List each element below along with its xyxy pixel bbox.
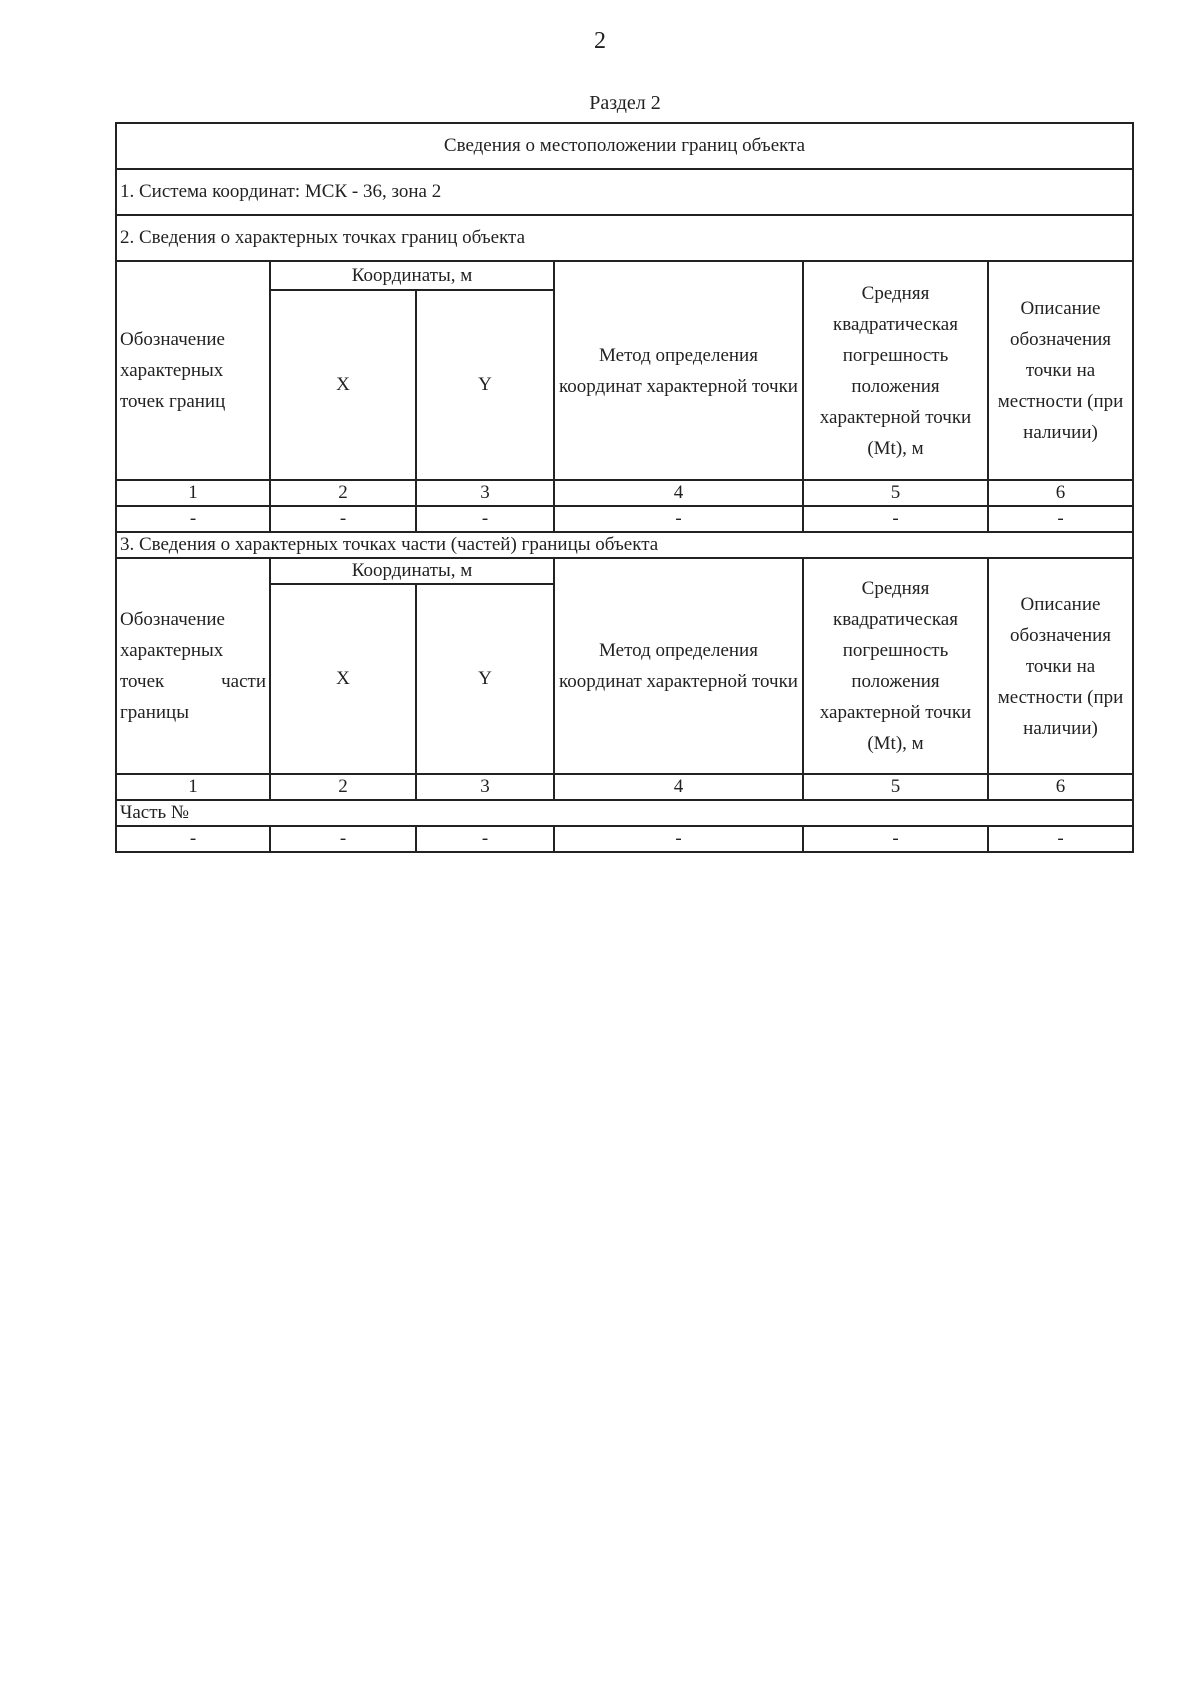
table-cell: - — [116, 506, 270, 532]
table-row — [116, 506, 1133, 532]
header-error: Средняя квадратическая погрешность положения характерной точки (Mt), м — [803, 261, 988, 480]
col-num: 6 — [988, 774, 1133, 800]
col-num: 3 — [416, 774, 554, 800]
header-designation-part-line2: характерных — [120, 640, 224, 661]
header-designation-part-line4: границы — [120, 702, 189, 723]
header-method: Метод определения координат характерной точки — [554, 261, 803, 480]
header-error: Средняя квадратическая погрешность положения характерной точки (Mt), м — [803, 558, 988, 774]
column-numbers-row — [116, 774, 1133, 800]
table-cell: - — [416, 826, 554, 852]
header-designation-part-line3a: точек — [120, 671, 165, 692]
header-designation-part — [116, 558, 270, 774]
table-cell: - — [416, 506, 554, 532]
header-y: Y — [416, 290, 554, 480]
col-num: 2 — [270, 480, 416, 506]
header-method: Метод определения координат характерной точки — [554, 558, 803, 774]
coord-system-row: 1. Система координат: МСК - 36, зона 2 — [116, 169, 1133, 215]
table-row — [116, 826, 1133, 852]
table-cell: - — [803, 826, 988, 852]
col-num: 1 — [116, 774, 270, 800]
column-numbers-row — [116, 480, 1133, 506]
col-num: 6 — [988, 480, 1133, 506]
col-num: 5 — [803, 774, 988, 800]
table-cell: - — [270, 506, 416, 532]
col-num: 4 — [554, 774, 803, 800]
boundary-table — [115, 122, 1134, 853]
part2-title: 2. Сведения о характерных точках границ объекта — [116, 215, 1133, 261]
table-caption: Сведения о местоположении границ объекта — [116, 123, 1133, 169]
table-cell: - — [988, 506, 1133, 532]
part-label: Часть № — [116, 800, 1133, 826]
table-cell: - — [116, 826, 270, 852]
section-title: Раздел 2 — [589, 92, 661, 114]
header-designation-part-line3b: части — [221, 671, 266, 692]
header-y: Y — [416, 584, 554, 774]
part3-title: 3. Сведения о характерных точках части (частей) границы объекта — [116, 532, 1133, 558]
table-cell: - — [554, 506, 803, 532]
table-cell: - — [803, 506, 988, 532]
table-cell: - — [988, 826, 1133, 852]
col-num: 1 — [116, 480, 270, 506]
header-description: Описание обозначения точки на местности (при наличии) — [988, 261, 1133, 480]
header-designation-part-line1: Обозначение — [120, 609, 225, 630]
table-cell: - — [270, 826, 416, 852]
col-num: 5 — [803, 480, 988, 506]
col-num: 2 — [270, 774, 416, 800]
header-x: X — [270, 584, 416, 774]
col-num: 4 — [554, 480, 803, 506]
page-number: 2 — [594, 28, 606, 54]
header-coords: Координаты, м — [270, 558, 554, 584]
header-designation-part-line3 — [120, 666, 266, 697]
table-cell: - — [554, 826, 803, 852]
header-description: Описание обозначения точки на местности (при наличии) — [988, 558, 1133, 774]
col-num: 3 — [416, 480, 554, 506]
header-coords: Координаты, м — [270, 261, 554, 290]
header-designation: Обозначение характерных точек границ — [116, 261, 270, 480]
header-x: X — [270, 290, 416, 480]
